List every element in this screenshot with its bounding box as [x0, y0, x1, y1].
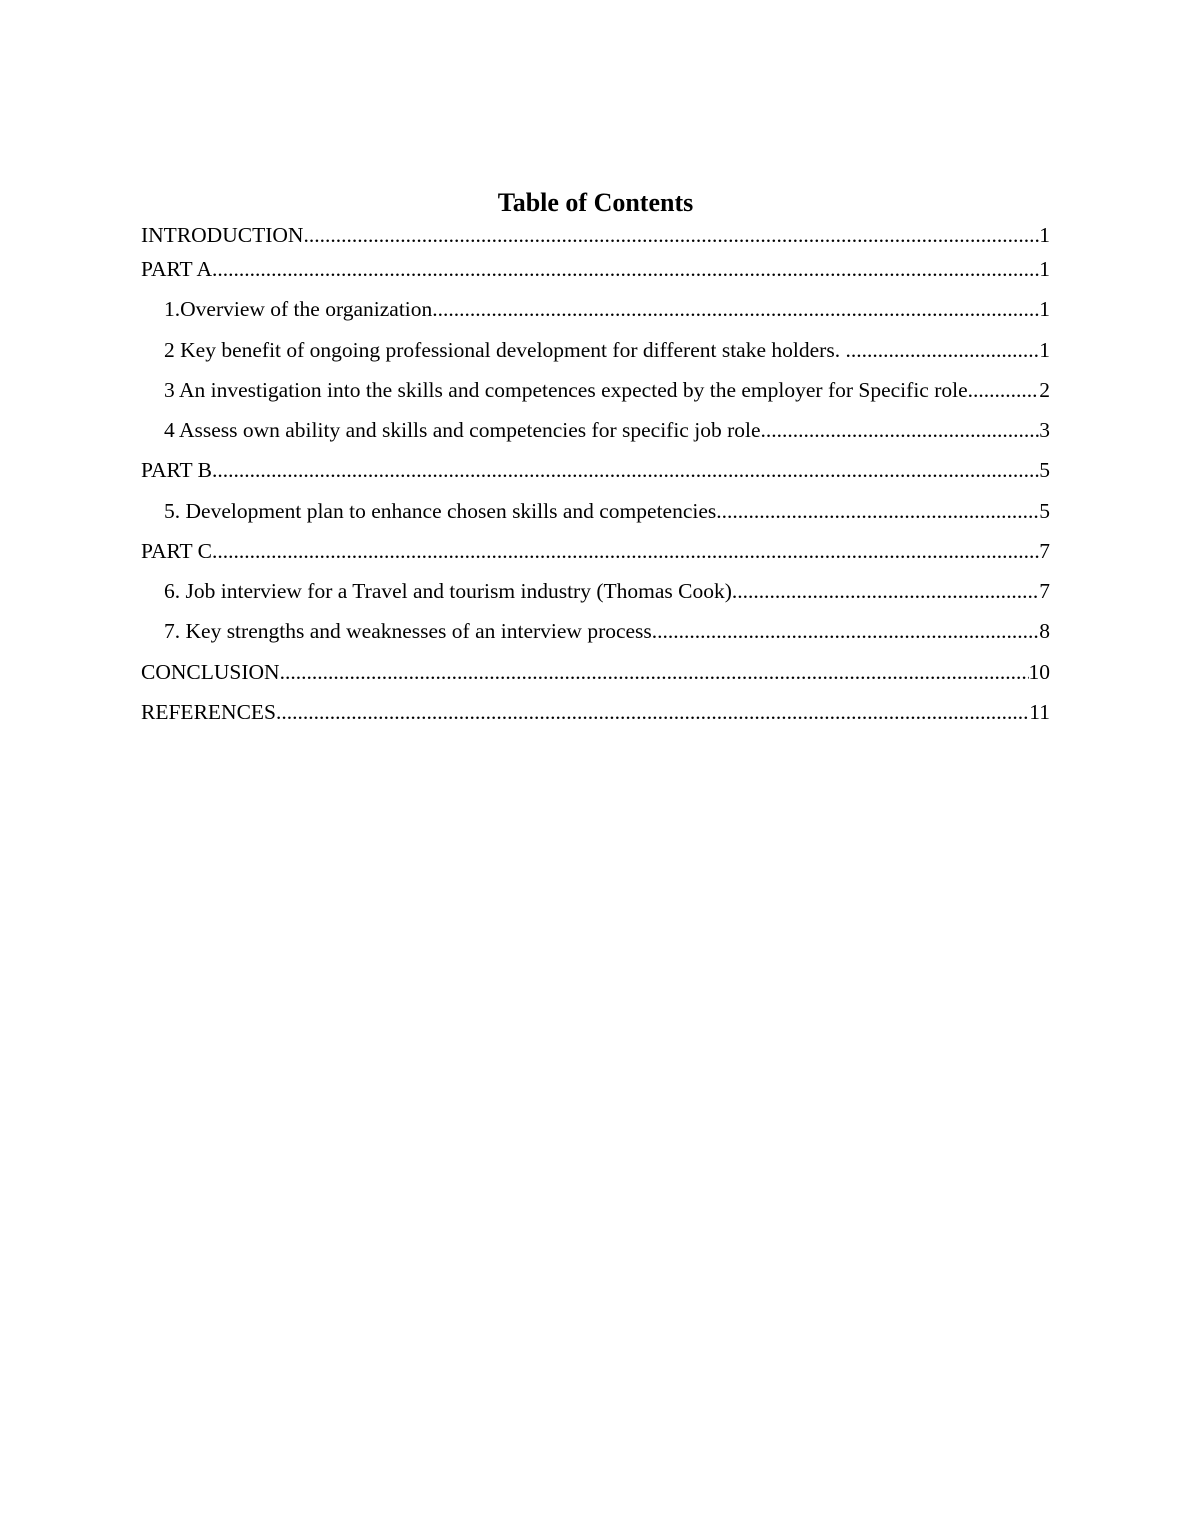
toc-entry-page: 1: [1039, 223, 1050, 247]
toc-entry-assess-ability[interactable]: [141, 415, 1050, 455]
toc-entry-label: 3 An investigation into the skills and competences expected by the employer for Specific role: [164, 377, 968, 402]
toc-entry-page: 7: [1039, 538, 1050, 563]
toc-entry-label: 5. Development plan to enhance chosen skills and competencies: [164, 498, 717, 523]
toc-entry-overview[interactable]: [141, 294, 1050, 334]
toc-entry-page: 1: [1039, 257, 1050, 281]
toc-entry-page: 7: [1039, 579, 1050, 603]
toc-entry-label: 1.Overview of the organization: [164, 297, 433, 322]
table-of-contents: [141, 186, 1050, 737]
toc-entry-label: PART C: [141, 538, 213, 563]
toc-entry-label: REFERENCES: [141, 699, 276, 724]
toc-entry-development-plan[interactable]: [141, 496, 1050, 536]
toc-entry-page: 10: [1028, 659, 1050, 684]
toc-entry-page: 1: [1039, 297, 1050, 322]
toc-entry-label: INTRODUCTION: [141, 223, 304, 247]
toc-entry-label: 6. Job interview for a Travel and tourism industry (Thomas Cook): [164, 579, 732, 603]
toc-entry-label: 4 Assess own ability and skills and competencies for specific job role: [164, 418, 761, 442]
toc-dot-leader: [845, 335, 1039, 365]
toc-dot-leader: [212, 254, 1039, 284]
toc-dot-leader: [652, 616, 1039, 646]
toc-entry-part-c[interactable]: [141, 536, 1050, 576]
toc-dot-leader: [276, 697, 1029, 727]
toc-entry-job-interview[interactable]: [141, 576, 1050, 616]
toc-dot-leader: [732, 576, 1039, 606]
toc-dot-leader: [303, 220, 1039, 250]
toc-entry-label: 7. Key strengths and weaknesses of an interview process: [164, 619, 652, 644]
toc-dot-leader: [212, 455, 1039, 485]
toc-entry-introduction[interactable]: [141, 220, 1050, 254]
toc-entry-page: 5: [1039, 458, 1050, 483]
toc-entry-page: 1: [1039, 337, 1050, 362]
toc-entry-page: 5: [1039, 498, 1050, 523]
toc-entry-part-a[interactable]: [141, 254, 1050, 294]
toc-entry-conclusion[interactable]: [141, 657, 1050, 697]
toc-title: Table of Contents: [497, 188, 694, 217]
toc-entry-page: 11: [1029, 699, 1050, 724]
toc-entry-part-b[interactable]: [141, 455, 1050, 495]
toc-entry-label: PART B: [141, 458, 213, 483]
toc-entry-label: PART A: [141, 257, 213, 281]
toc-entry-strengths-weaknesses[interactable]: [141, 616, 1050, 656]
toc-entry-references[interactable]: [141, 697, 1050, 737]
toc-entry-investigation[interactable]: [141, 375, 1050, 415]
toc-entry-page: 3: [1039, 418, 1050, 442]
toc-entry-label: CONCLUSION: [141, 659, 280, 684]
toc-dot-leader: [212, 536, 1039, 566]
toc-dot-leader: [761, 415, 1040, 445]
toc-dot-leader: [968, 375, 1040, 405]
toc-dot-leader: [432, 294, 1039, 324]
toc-dot-leader: [280, 657, 1029, 687]
toc-list: [141, 220, 1050, 737]
toc-entry-label: 2 Key benefit of ongoing professional development for different stake holders.: [164, 337, 846, 362]
toc-entry-key-benefit[interactable]: [141, 335, 1050, 375]
toc-entry-page: 2: [1039, 377, 1050, 402]
toc-entry-page: 8: [1039, 619, 1050, 644]
toc-dot-leader: [716, 496, 1039, 526]
